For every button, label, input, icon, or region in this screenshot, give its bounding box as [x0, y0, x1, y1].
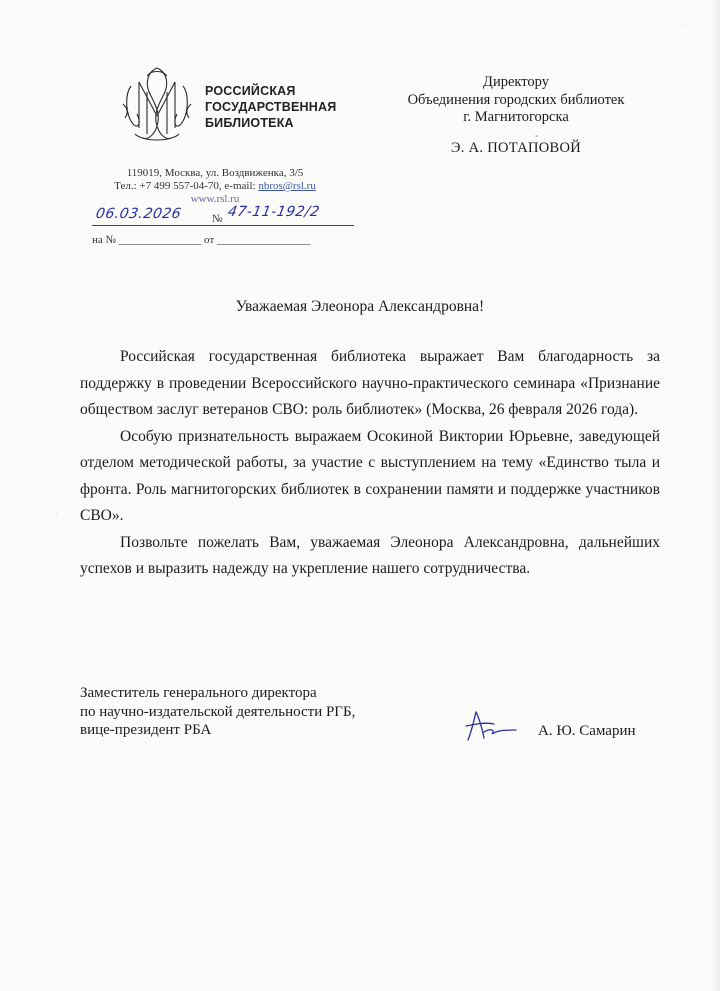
outgoing-registration — [92, 206, 354, 228]
signer-title-line: Заместитель генерального директора — [80, 685, 317, 701]
salutation: Уважаемая Элеонора Александровна! — [235, 298, 485, 315]
postal-address: 119019, Москва, ул. Воздвиженка, 3/5 — [126, 167, 304, 179]
phone-text: Тел.: +7 499 557-04-70, e-mail: — [114, 180, 259, 192]
signer-name: А. Ю. Самарин — [538, 723, 636, 739]
handwritten-signature — [462, 708, 518, 744]
org-name-line: ГОСУДАРСТВЕННАЯ — [205, 100, 337, 114]
phone-email-line — [95, 180, 335, 193]
addressee-organization: Объединения городских библиотек — [407, 91, 625, 108]
body-paragraph: Позвольте пожелать Вам, уважаемая Элеонора Александровна, дальнейших успехов и выразить надежду на укрепление нашего сотрудничества. — [80, 533, 660, 577]
email-link[interactable]: nbros@rsl.ru — [258, 180, 316, 192]
website-link[interactable]: www.rsl.ru — [190, 193, 240, 205]
org-name-line: БИБЛИОТЕКА — [205, 116, 294, 130]
body-paragraph: Особую признательность выражаем Осокиной Виктории Юрьевне, заведующей отделом методической работы, за участие с выступлением на тему «Единство тыла и фронта. Роль магнитогорских библиотек в сохранении памяти и поддержке участников СВО». — [80, 427, 660, 524]
addressee-position: Директору — [483, 74, 549, 90]
organization-name — [205, 83, 336, 131]
reference-line: на № _______________ от _________________ — [92, 234, 311, 246]
scan-speck: · — [55, 510, 58, 519]
signer-title — [80, 684, 355, 740]
letter-body — [80, 344, 660, 583]
signer-title-line: вице-президент РБА — [80, 722, 212, 738]
org-name-line: РОССИЙСКАЯ — [205, 84, 296, 98]
outgoing-date-handwritten: 06.03.2026 — [94, 206, 183, 222]
addressee-block — [370, 74, 662, 157]
body-paragraph: Российская государственная библиотека выражает Вам благодарность за поддержку в проведении Всероссийского научно-практического семинара «Признание обществом заслуг ветеранов СВО: роль библиотек» (Москва, 26 февраля 2026 года). — [80, 348, 660, 418]
addressee-name: Э. А. ПОТАПОВОЙ — [450, 139, 582, 156]
registration-underline — [92, 225, 354, 226]
scan-speck: ˳ — [535, 127, 538, 137]
number-label: № — [212, 213, 223, 225]
contact-block — [95, 167, 335, 206]
signer-title-line: по научно-издательской деятельности РГБ, — [80, 703, 356, 720]
addressee-city: г. Магнитогорска — [463, 109, 569, 125]
rsl-monogram-logo — [117, 64, 197, 146]
outgoing-number-handwritten: 47-11-192/2 — [226, 204, 321, 220]
scan-speck: ˑ — [684, 22, 687, 31]
paper-edge-shadow — [710, 0, 720, 991]
